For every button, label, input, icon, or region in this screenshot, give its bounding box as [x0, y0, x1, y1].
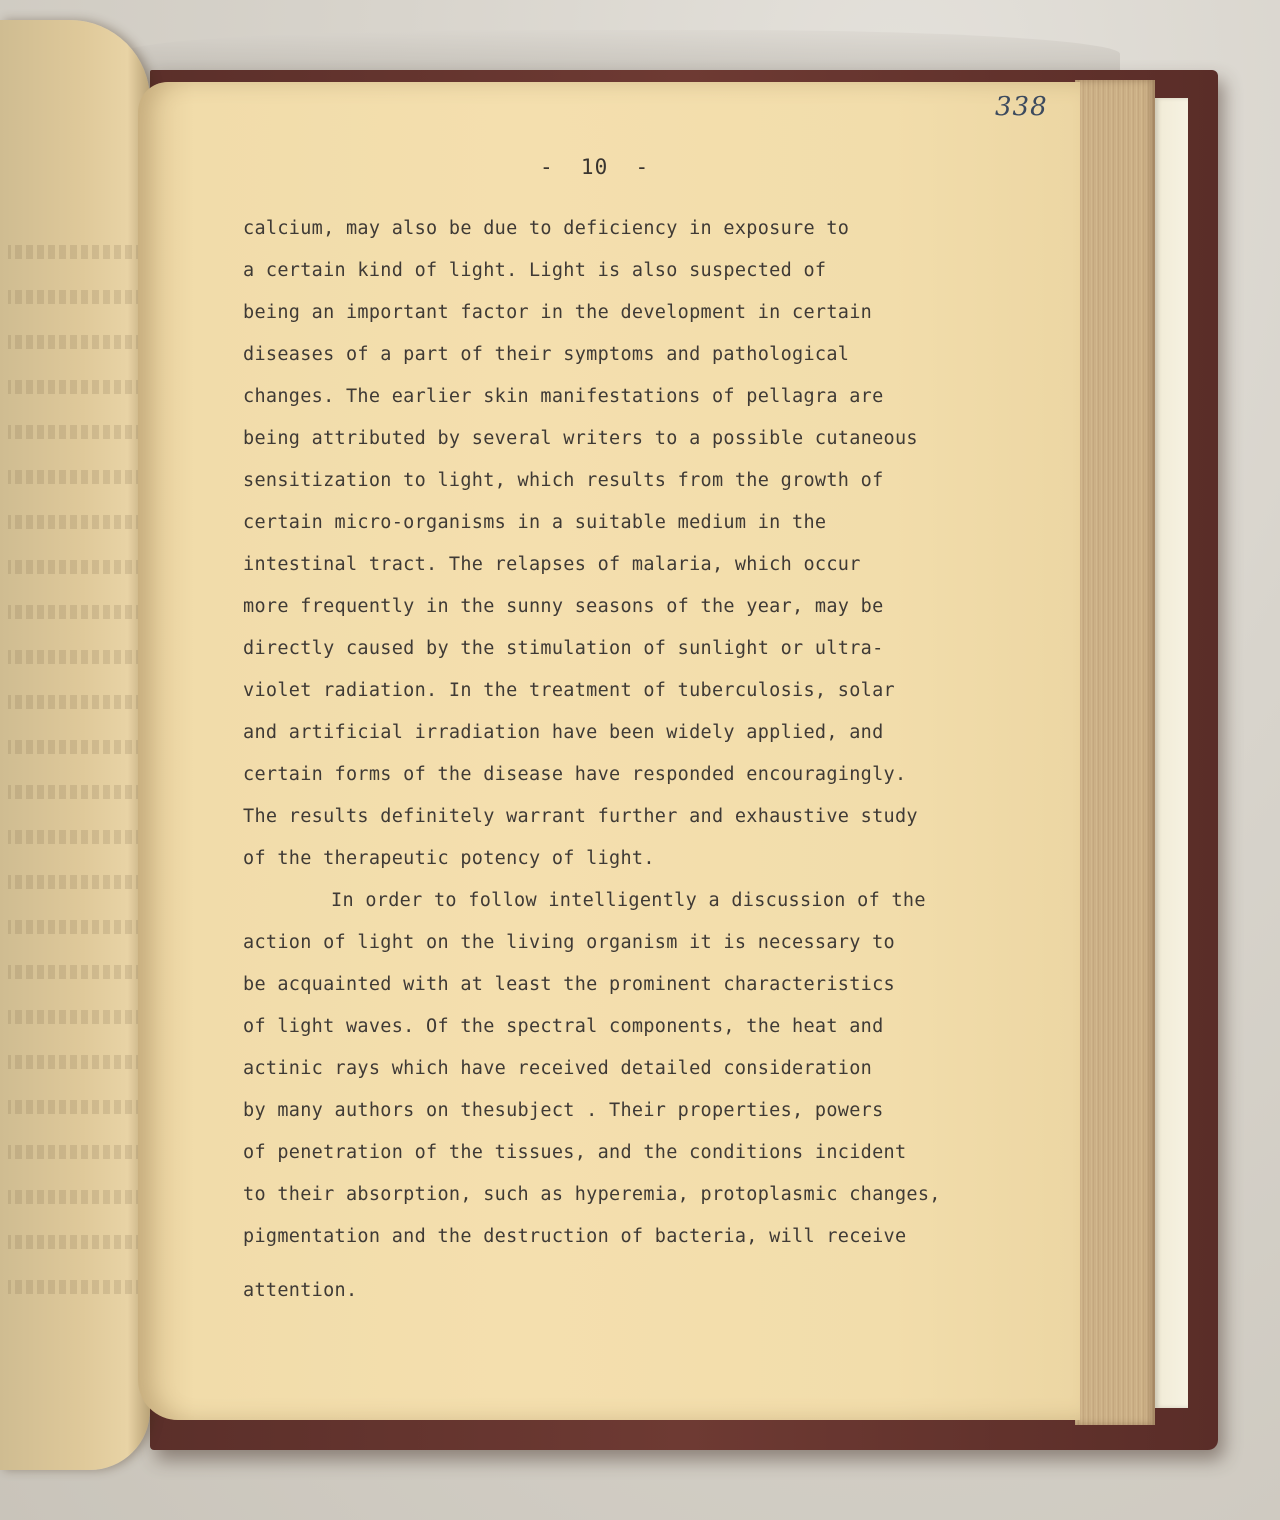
text-line: action of light on the living organism it is necessary to: [243, 932, 895, 953]
text-line: In order to follow intelligently a discussion of the: [331, 890, 926, 911]
text-line: of penetration of the tissues, and the conditions incident: [243, 1142, 907, 1163]
text-line: of light waves. Of the spectral components, the heat and: [243, 1016, 884, 1037]
show-through-text: [8, 1190, 143, 1204]
text-line: intestinal tract. The relapses of malaria, which occur: [243, 554, 861, 575]
show-through-text: [8, 1235, 143, 1249]
left-page: [0, 20, 150, 1470]
text-line: pigmentation and the destruction of bacteria, will receive: [243, 1226, 907, 1247]
handwritten-page-number: 338: [995, 92, 1048, 122]
text-line: changes. The earlier skin manifestations of pellagra are: [243, 386, 884, 407]
show-through-text: [8, 1280, 143, 1294]
text-line: calcium, may also be due to deficiency in exposure to: [243, 218, 850, 239]
text-line: The results definitely warrant further and exhaustive study: [243, 806, 918, 827]
text-line: sensitization to light, which results from the growth of: [243, 470, 884, 491]
text-line: be acquainted with at least the prominent characteristics: [243, 974, 895, 995]
text-line: attention.: [243, 1280, 358, 1301]
show-through-text: [8, 335, 143, 349]
show-through-text: [8, 380, 143, 394]
text-line: to their absorption, such as hyperemia, protoplasmic changes,: [243, 1184, 941, 1205]
text-line: directly caused by the stimulation of sunlight or ultra-: [243, 638, 884, 659]
show-through-text: [8, 965, 143, 979]
text-line: diseases of a part of their symptoms and pathological: [243, 344, 850, 365]
show-through-text: [8, 1145, 143, 1159]
back-page: [1155, 98, 1188, 1408]
show-through-text: [8, 515, 143, 529]
text-line: more frequently in the sunny seasons of the year, may be: [243, 596, 884, 617]
show-through-text: [8, 695, 143, 709]
show-through-text: [8, 290, 143, 304]
show-through-text: [8, 650, 143, 664]
text-line: being attributed by several writers to a possible cutaneous: [243, 428, 918, 449]
typed-page: [138, 82, 1080, 1420]
show-through-text: [8, 740, 143, 754]
text-line: certain micro-organisms in a suitable medium in the: [243, 512, 827, 533]
text-line: of the therapeutic potency of light.: [243, 848, 655, 869]
show-through-text: [8, 560, 143, 574]
show-through-text: [8, 875, 143, 889]
show-through-text: [8, 1055, 143, 1069]
text-line: a certain kind of light. Light is also suspected of: [243, 260, 827, 281]
show-through-text: [8, 245, 143, 259]
page-edges: [1075, 80, 1155, 1425]
text-line: being an important factor in the development in certain: [243, 302, 873, 323]
text-line: and artificial irradiation have been widely applied, and: [243, 722, 884, 743]
show-through-text: [8, 785, 143, 799]
show-through-text: [8, 605, 143, 619]
text-line: certain forms of the disease have responded encouragingly.: [243, 764, 907, 785]
show-through-text: [8, 1010, 143, 1024]
show-through-text: [8, 830, 143, 844]
show-through-text: [8, 920, 143, 934]
text-line: by many authors on thesubject . Their properties, powers: [243, 1100, 884, 1121]
page-heading: - 10 -: [540, 155, 650, 179]
text-line: actinic rays which have received detailed consideration: [243, 1058, 873, 1079]
show-through-text: [8, 1100, 143, 1114]
show-through-text: [8, 425, 143, 439]
show-through-text: [8, 470, 143, 484]
text-line: violet radiation. In the treatment of tuberculosis, solar: [243, 680, 895, 701]
